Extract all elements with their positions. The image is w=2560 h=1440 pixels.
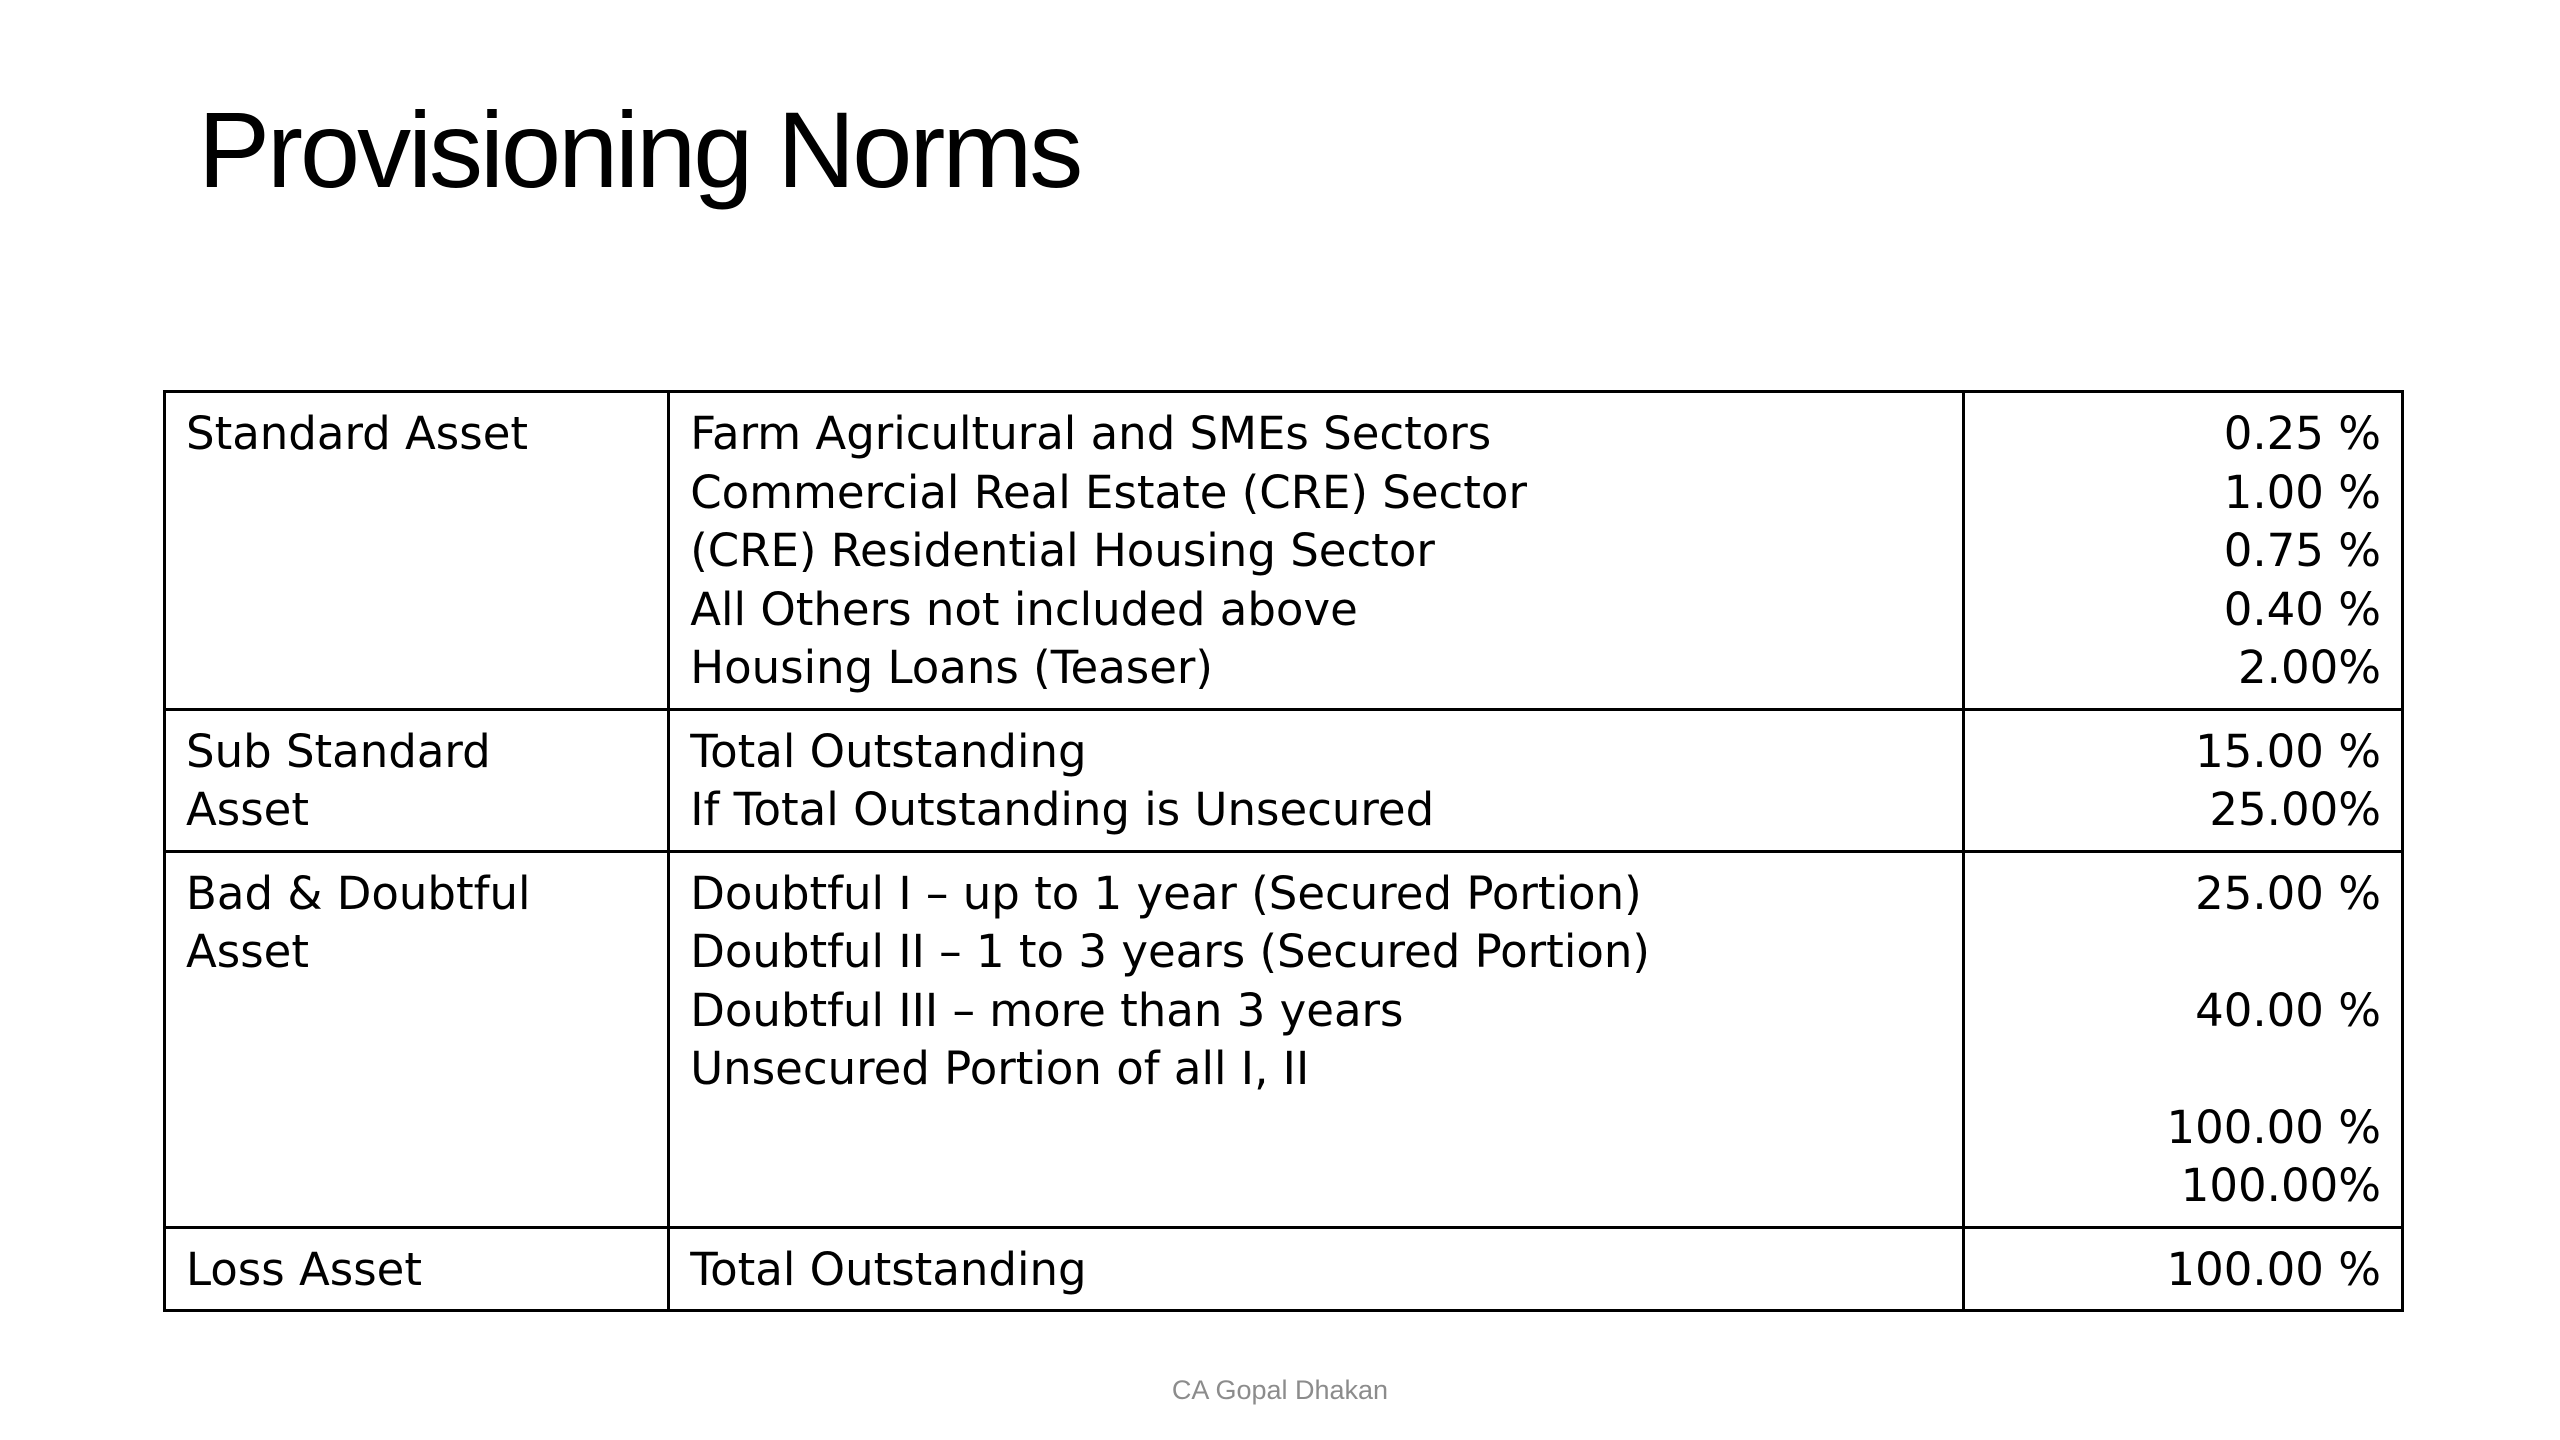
asset-category-label: Standard Asset <box>186 407 529 460</box>
provision-rate: 0.75 % <box>2223 524 2381 577</box>
sector-item: If Total Outstanding is Unsecured <box>690 783 1435 836</box>
provision-rate: 0.40 % <box>2223 582 2381 636</box>
asset-category-label: Loss Asset <box>186 1242 423 1296</box>
sector-description-cell <box>669 1227 1964 1311</box>
provision-rate: 1.00 % <box>2223 465 2381 519</box>
provision-rate <box>1985 923 2381 982</box>
sector-item: Unsecured Portion of all I, II <box>690 1042 1310 1095</box>
slide-title: Provisioning Norms <box>198 89 1081 210</box>
sector-item: Doubtful III – more than 3 years <box>690 983 1404 1037</box>
provision-rate-cell <box>1964 1227 2403 1311</box>
provision-rate: 0.25 % <box>2223 407 2381 460</box>
provision-rate: 100.00% <box>2180 1159 2381 1212</box>
provision-rate: 100.00 % <box>2166 1242 2381 1296</box>
asset-category-cell <box>165 709 669 851</box>
provision-rate: 25.00 % <box>2195 866 2381 920</box>
provision-rate <box>1985 1040 2381 1099</box>
provision-rate-cell <box>1964 851 2403 1227</box>
asset-category-label: Sub Standard <box>186 724 491 778</box>
sector-item: Farm Agricultural and SMEs Sectors <box>690 407 1492 460</box>
table-row-bad-doubtful-asset <box>165 851 2403 1227</box>
slide-footer: CA Gopal Dhakan <box>1171 1375 1389 1405</box>
asset-category-label: Asset <box>186 783 310 836</box>
sector-item: Total Outstanding <box>690 724 1087 778</box>
table-row-standard-asset <box>165 392 2403 710</box>
sector-description-cell <box>669 709 1964 851</box>
provision-rate: 15.00 % <box>2195 724 2381 778</box>
table-row-loss-asset <box>165 1227 2403 1311</box>
sector-item: Total Outstanding <box>690 1242 1087 1296</box>
table-row-sub-standard-asset <box>165 709 2403 851</box>
provision-rate: 40.00 % <box>2195 983 2381 1037</box>
sector-item <box>690 1157 1942 1216</box>
asset-category-cell <box>165 392 669 710</box>
asset-category-label: Bad & Doubtful <box>186 866 531 920</box>
provision-rate-cell <box>1964 709 2403 851</box>
asset-category-cell <box>165 1227 669 1311</box>
sector-item: Housing Loans (Teaser) <box>690 641 1213 694</box>
sector-description-cell <box>669 851 1964 1227</box>
sector-item <box>690 1099 1942 1158</box>
asset-category-cell <box>165 851 669 1227</box>
provision-rate-cell <box>1964 392 2403 710</box>
sector-item: Doubtful I – up to 1 year (Secured Portion) <box>690 866 1642 920</box>
sector-item: All Others not included above <box>690 582 1358 636</box>
sector-item: (CRE) Residential Housing Sector <box>690 524 1435 577</box>
provision-rate: 2.00% <box>2238 641 2381 694</box>
provision-rate: 100.00 % <box>2166 1100 2381 1154</box>
provisioning-norms-table <box>163 390 2404 1312</box>
provision-rate: 25.00% <box>2209 783 2381 836</box>
sector-description-cell <box>669 392 1964 710</box>
sector-item: Doubtful II – 1 to 3 years (Secured Portion) <box>690 925 1650 978</box>
sector-item: Commercial Real Estate (CRE) Sector <box>690 465 1527 519</box>
asset-category-label: Asset <box>186 925 310 978</box>
